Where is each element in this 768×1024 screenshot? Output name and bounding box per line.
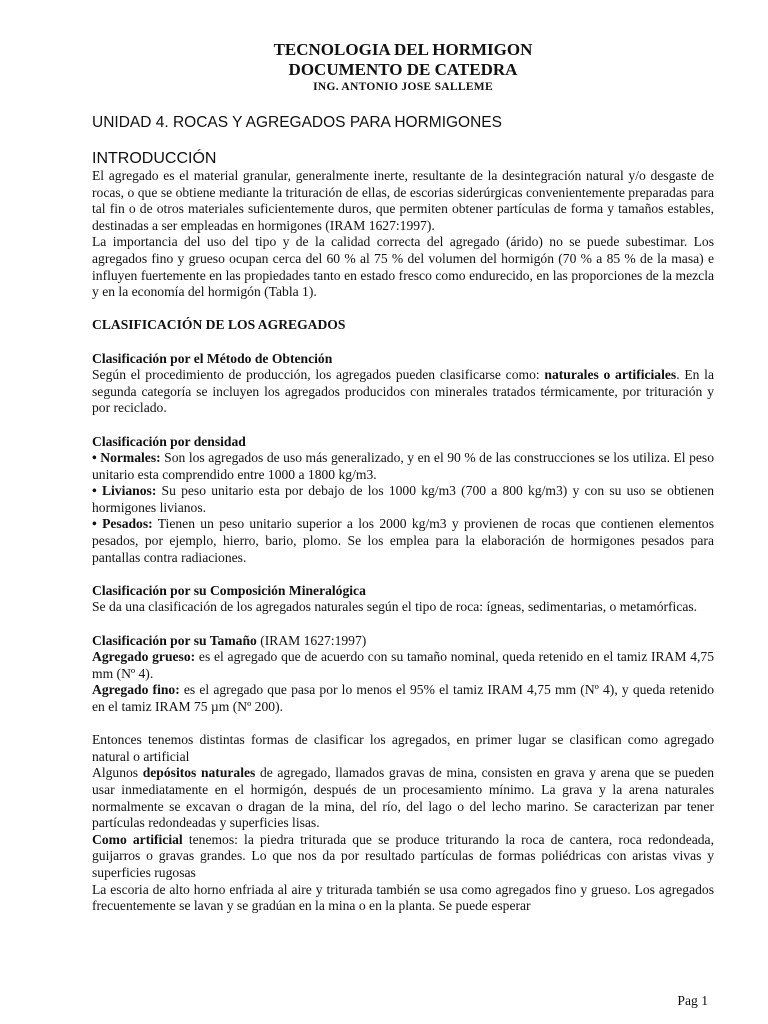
- depositos-paragraph: Algunos depósitos naturales de agregado, llamados gravas de mina, consisten en grava y arena que se pueden usar inmediatamente en el hormigón, después de un procesamiento mínimo. La grava y la arena naturales normalmente se excavan o dragan de la mina, del río, del lago o del lecho marino. Se caracterizan par tener partículas redondeadas y superficies lisas.: [92, 765, 715, 831]
- fino-paragraph: Agregado fino: es el agregado que pasa por lo menos el 95% el tamiz IRAM 4,75 mm (Nº 4), y queda retenido en el tamiz IRAM 75 µm (Nº 200).: [92, 682, 714, 714]
- classification-heading: CLASIFICACIÓN DE LOS AGREGADOS: [92, 317, 346, 333]
- artificial-paragraph: Como artificial tenemos: la piedra triturada que se produce triturando la roca de cantera, roca redondeada, guijarros o gravas grandes. Lo que nos da por resultado partículas de formas poliédricas con aristas vivas y superficies rugosas: [92, 831, 714, 880]
- escoria-paragraph: La escoria de alto horno enfriada al aire y triturada también se usa como agregados fino y grueso. Los agregados frecuentemente se lavan y se gradúan en la mina o en la planta. Se puede esperar: [92, 881, 714, 914]
- document-subtitle: DOCUMENTO DE CATEDRA: [288, 60, 518, 79]
- document-title: TECNOLOGIA DEL HORMIGON: [273, 40, 533, 59]
- intro-paragraph-2: La importancia del uso del tipo y de la calidad correcta del agregado (árido) no se puede subestimar. Los agregados fino y grueso ocupan cerca del 60 % al 75 % del volumen del hormigón (70 % a 85 % de la masa) e influyen fuertemente en las propiedades tanto en estado fresco como endurecido, en las proporciones de la mezcla y en la economía del hormigón (Tabla 1).: [92, 234, 714, 300]
- intro-paragraph-1: El agregado es el material granular, generalmente inerte, resultante de la desintegración natural y/o desgaste de rocas, o que se obtiene mediante la trituración de ellas, de escorias siderúrgicas convenientemente preparadas para tal fin o de otros materiales suficientemente duros, que permiten obtener partículas de forma y tamaños estables, destinadas a ser empleadas en hormigones (IRAM 1627:1997).: [92, 168, 714, 233]
- entonces-paragraph: Entonces tenemos distintas formas de clasificar los agregados, en primer lugar se clasifican como agregado natural o artificial: [92, 732, 714, 764]
- mineralogica-title: Clasificación por su Composición Mineralógica: [92, 582, 366, 598]
- normales-paragraph: • Normales: Son los agregados de uso más generalizado, y en el 90 % de las construcciones se los utiliza. El peso unitario esta comprendido entre 1000 a 1800 kg/m3.: [92, 450, 714, 482]
- mineralogica-paragraph: Se da una clasificación de los agregados naturales según el tipo de roca: ígneas, sedimentarias, o metamórficas.: [92, 599, 698, 615]
- obtencion-title: Clasificación por el Método de Obtención: [92, 350, 333, 366]
- livianos-paragraph: • Livianos: Su peso unitario esta por debajo de los 1000 kg/m3 (700 a 800 kg/m3) y con su uso se obtienen hormigones livianos.: [92, 483, 714, 515]
- pesados-paragraph: • Pesados: Tienen un peso unitario superior a los 2000 kg/m3 y provienen de rocas que contienen elementos pesados, por ejemplo, hierro, bario, plomo. Se los emplea para la elaboración de hormigones pesados para pantallas contra radiaciones.: [92, 516, 714, 565]
- tamano-title: Clasificación por su Tamaño (IRAM 1627:1997): [92, 632, 367, 648]
- unit-title: UNIDAD 4. ROCAS Y AGREGADOS PARA HORMIGONES: [92, 114, 502, 131]
- intro-heading: INTRODUCCIÓN: [92, 150, 217, 167]
- obtencion-paragraph: Según el procedimiento de producción, los agregados pueden clasificarse como: naturales o artificiales. En la segunda categoría se incluyen los agregados producidos con minerales tratados térmicamente, por trituración y por reciclado.: [92, 367, 714, 416]
- document-author: ING. ANTONIO JOSE SALLEME: [313, 81, 493, 93]
- page-number: Pag 1: [677, 993, 708, 1008]
- densidad-title: Clasificación por densidad: [92, 433, 246, 449]
- document-page: [92, 40, 714, 915]
- grueso-paragraph: Agregado grueso: es el agregado que de acuerdo con su tamaño nominal, queda retenido en el tamiz IRAM 4,75 mm (Nº 4).: [92, 649, 714, 681]
